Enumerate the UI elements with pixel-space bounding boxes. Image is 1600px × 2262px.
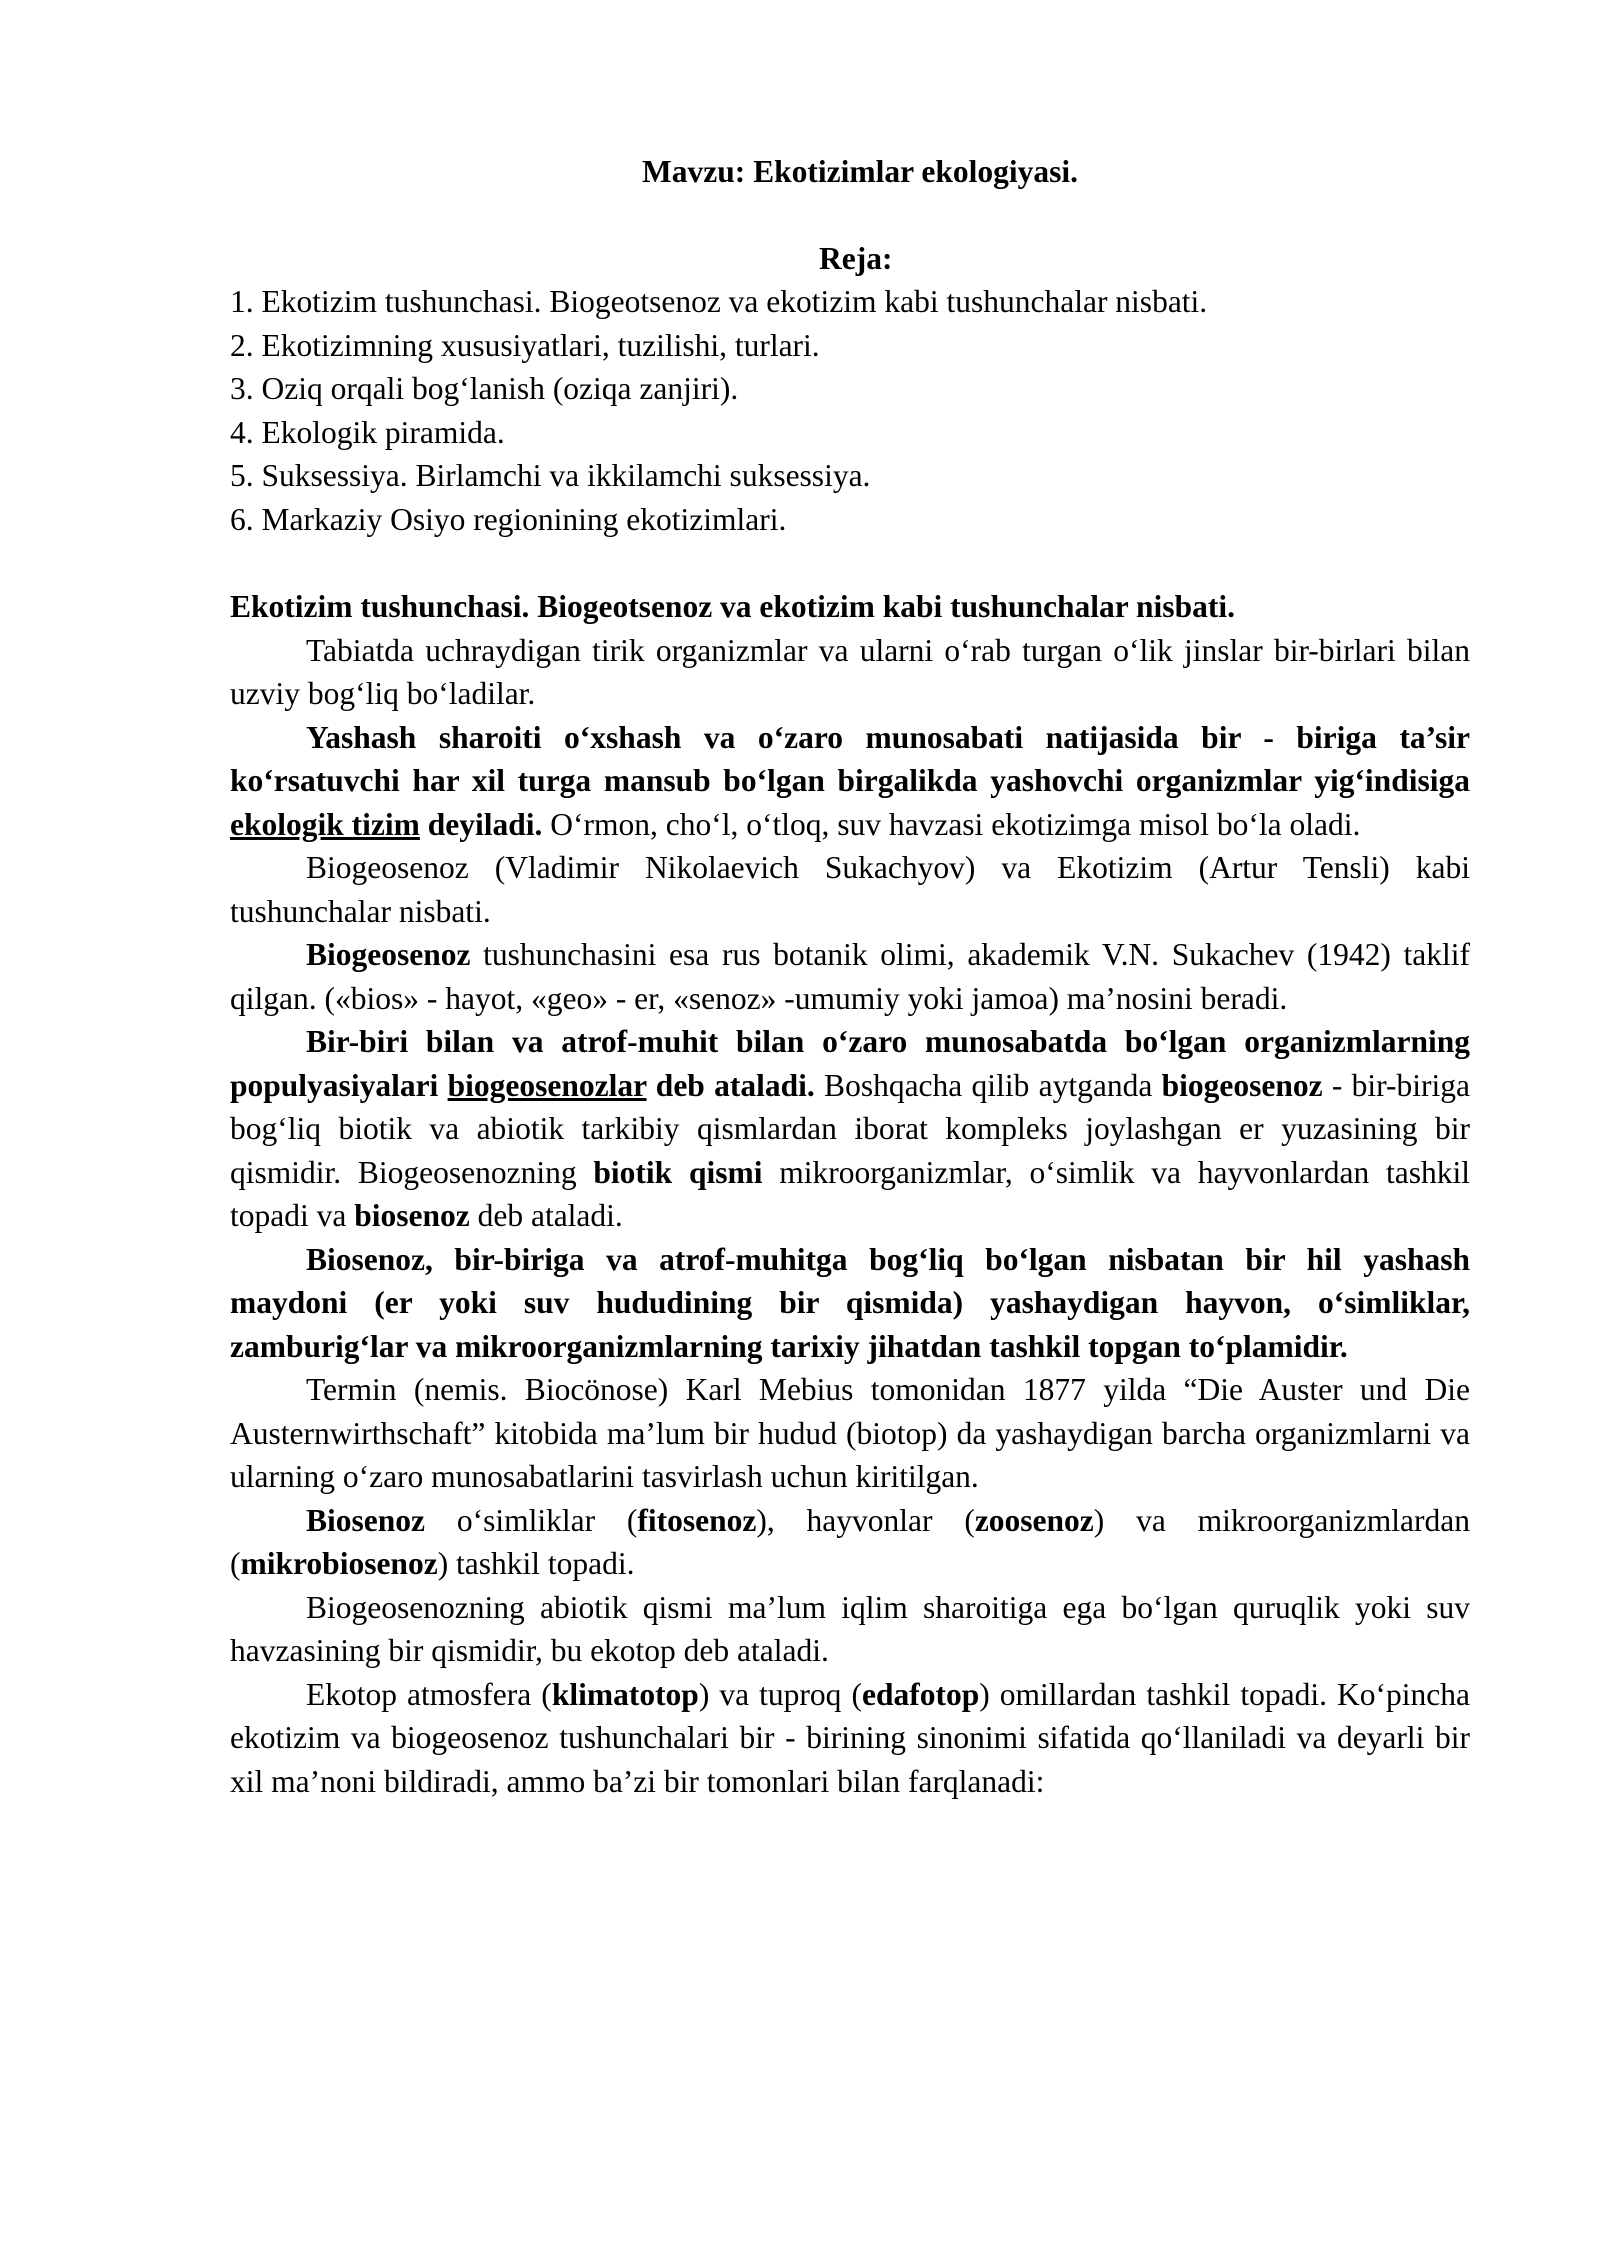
section-heading: Ekotizim tushunchasi. Biogeotsenoz va ekotizim kabi tushunchalar nisbati. bbox=[230, 589, 1235, 624]
plan-item: 5. Suksessiya. Birlamchi va ikkilamchi suksessiya. bbox=[230, 458, 871, 493]
paragraph-text: O‘rmon, cho‘l, o‘tloq, suv havzasi ekotizimga misol bo‘la oladi. bbox=[542, 806, 1361, 842]
plan-heading: Reja: bbox=[819, 240, 893, 276]
paragraph bbox=[230, 1673, 1470, 1804]
key-term: biogeosenoz bbox=[1161, 1067, 1323, 1103]
bold-definition: Yashash sharoiti o‘xshash va o‘zaro munosabati natijasida bir - biriga ta’sir ko‘rsatuvchi har xil turga mansub bo‘lgan birgalikda yashovchi organizmlar yig‘indisiga bbox=[230, 719, 1470, 798]
plan-list bbox=[230, 280, 1470, 541]
paragraph-text: - bir-biriga bog‘liq biotik va abiotik tarkibiy qismlardan iborat kompleks joylashgan er yuzasining bir qismidir. Biogeosenozning bbox=[230, 1067, 1471, 1190]
paragraph-text: Ekotop atmosfera ( bbox=[306, 1676, 552, 1712]
paragraph-text: ), hayvonlar ( bbox=[756, 1502, 975, 1538]
key-term: biosenoz bbox=[354, 1198, 470, 1233]
key-term: mikrobiosenoz bbox=[240, 1546, 438, 1581]
plan-item: 3. Oziq orqali bog‘lanish (oziqa zanjiri). bbox=[230, 371, 739, 406]
paragraph-text: ) va mikroorganizmlardan ( bbox=[230, 1502, 1470, 1581]
paragraph-text: ) omillardan tashkil topadi. Ko‘pincha ekotizim va biogeosenoz tushunchalari bir - birining sinonimi sifatida qo‘llaniladi va deyarli bir xil ma’noni bildiradi, ammo ba’zi bir tomonlari bilan farqlanadi: bbox=[230, 1676, 1471, 1799]
paragraph-text: ) tashkil topadi. bbox=[437, 1546, 635, 1581]
bold-definition: deb ataladi. bbox=[646, 1067, 815, 1103]
paragraph bbox=[230, 1499, 1470, 1586]
paragraph bbox=[230, 933, 1470, 1020]
paragraph: Biogeosenozning abiotik qismi ma’lum iqlim sharoitiga ega bo‘lgan quruqlik yoki suv havzasining bir qismidir, bu ekotop deb ataladi. bbox=[230, 1589, 1470, 1668]
paragraph: Termin (nemis. Biocönose) Karl Mebius tomonidan 1877 yilda “Die Auster und Die Austernwirthschaft” kitobida ma’lum bir hudud (biotop) da yashaydigan barcha organizmlarni va ularning o‘zaro munosabatlarini tasvirlash uchun kiritilgan. bbox=[230, 1372, 1470, 1494]
bold-definition: Bir-biri bilan va atrof-muhit bilan o‘zaro munosabatda bo‘lgan organizmlarning populyasiyalari bbox=[230, 1024, 1470, 1103]
paragraph-text: ) va tuproq ( bbox=[698, 1676, 862, 1712]
key-term: klimatotop bbox=[551, 1676, 699, 1712]
bold-definition-paragraph: Biosenoz, bir-biriga va atrof-muhitga bog‘liq bo‘lgan nisbatan bir hil yashash maydoni (er yoki suv hududining bir qismida) yashaydigan hayvon, o‘simliklar, zamburig‘lar va mikroorganizmlarning tarixiy jihatdan tashkil topgan to‘plamidir. bbox=[230, 1241, 1470, 1364]
paragraph-text: deb ataladi. bbox=[469, 1198, 623, 1233]
plan-item: 6. Markaziy Osiyo regionining ekotizimlari. bbox=[230, 501, 787, 537]
key-term: Biosenoz bbox=[306, 1502, 426, 1538]
paragraph-text: o‘simliklar ( bbox=[425, 1502, 638, 1538]
key-term: zoosenoz bbox=[974, 1502, 1094, 1538]
paragraph: Biogeosenoz (Vladimir Nikolaevich Sukachyov) va Ekotizim (Artur Tensli) kabi tushunchalar nisbati. bbox=[230, 850, 1470, 929]
plan-item: 4. Ekologik piramida. bbox=[230, 414, 505, 450]
document-title: Mavzu: Ekotizimlar ekologiyasi. bbox=[641, 154, 1079, 189]
bold-definition: deyiladi. bbox=[419, 806, 543, 842]
key-term: biogeosenozlar bbox=[447, 1067, 647, 1103]
plan-item: 2. Ekotizimning xususiyatlari, tuzilishi, turlari. bbox=[230, 327, 820, 363]
key-term: fitosenoz bbox=[637, 1502, 757, 1538]
key-term: Biogeosenoz bbox=[306, 937, 471, 972]
key-term: edafotop bbox=[861, 1676, 980, 1712]
paragraph: Tabiatda uchraydigan tirik organizmlar va ularni o‘rab turgan o‘lik jinslar bir-birlari bilan uzviy bog‘liq bo‘ladilar. bbox=[230, 632, 1470, 711]
paragraph bbox=[230, 716, 1470, 847]
key-term: ekologik tizim bbox=[230, 806, 420, 842]
paragraph-text: Boshqacha qilib aytganda bbox=[814, 1067, 1162, 1103]
plan-item: 1. Ekotizim tushunchasi. Biogeotsenoz va ekotizim kabi tushunchalar nisbati. bbox=[230, 284, 1208, 319]
paragraph bbox=[230, 1020, 1470, 1238]
paragraph-text: tushunchasini esa rus botanik olimi, akademik V.N. Sukachev (1942) taklif qilgan. («bios» - hayot, «geo» - er, «senoz» -umumiy yoki jamoa) ma’nosini beradi. bbox=[230, 937, 1470, 1016]
key-term: biotik qismi bbox=[593, 1154, 763, 1190]
paragraph-text: mikroorganizmlar, o‘simlik va hayvonlardan tashkil topadi va bbox=[230, 1154, 1470, 1233]
